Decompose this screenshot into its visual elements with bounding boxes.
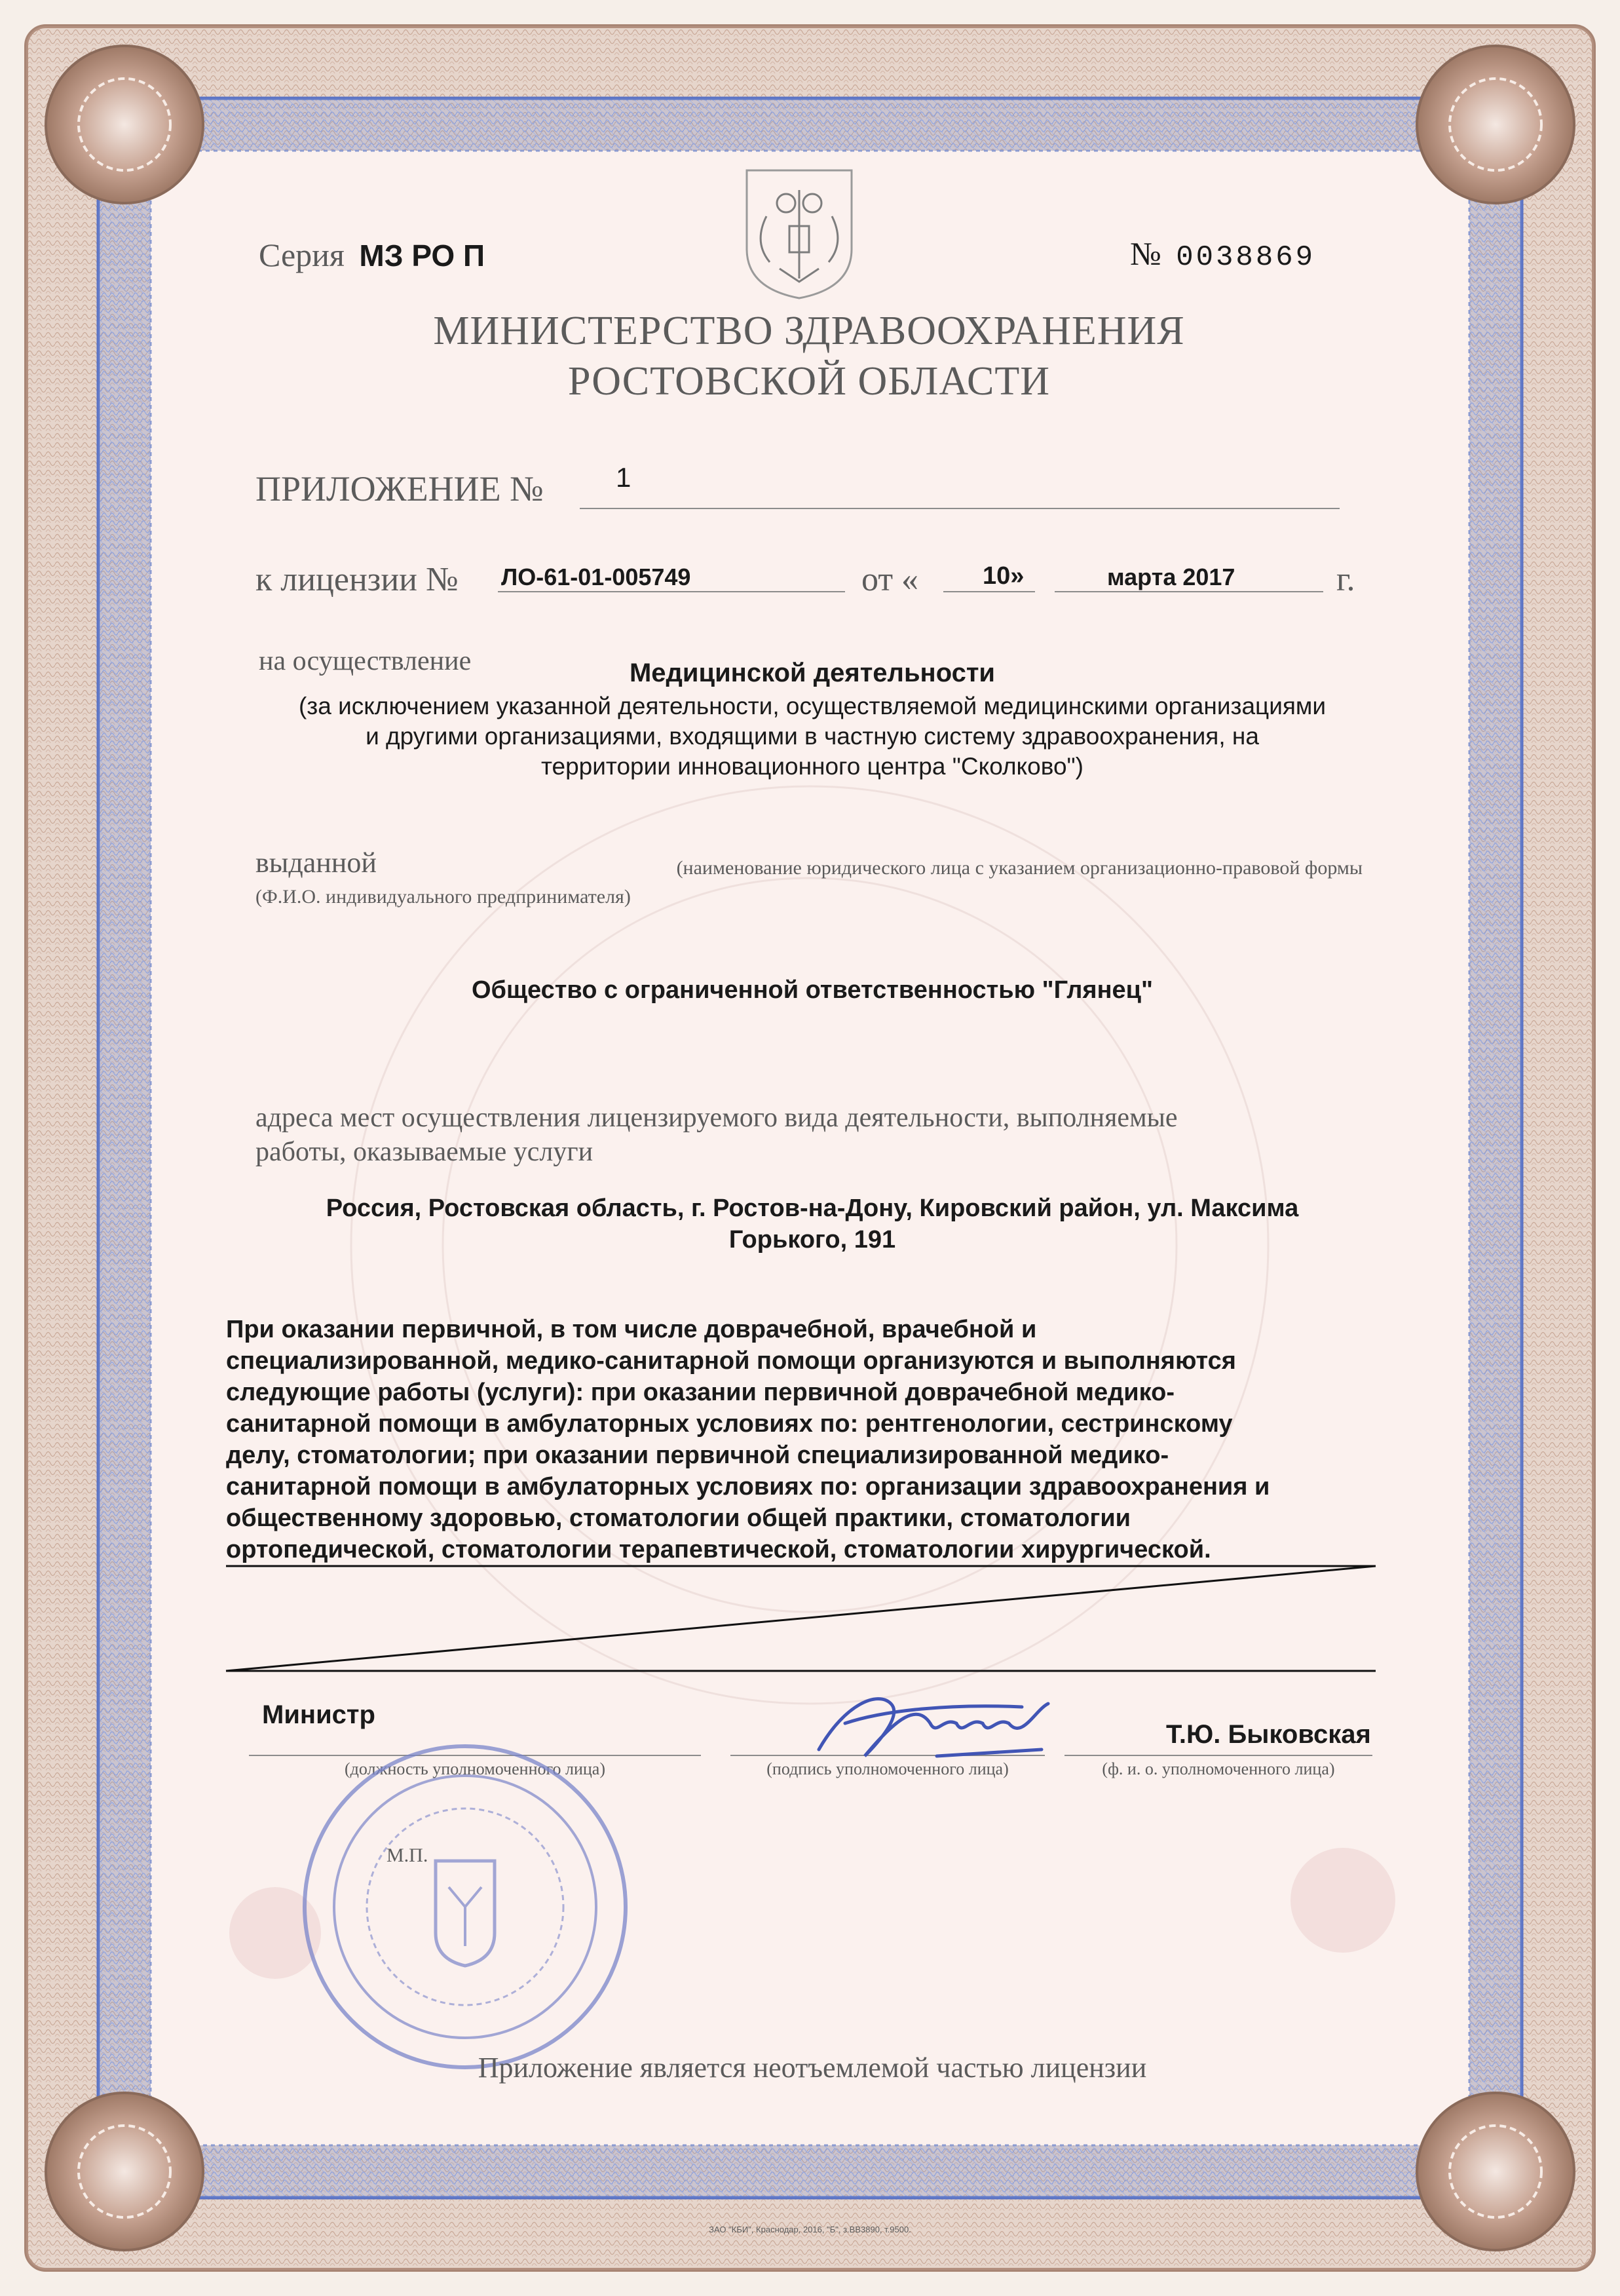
services-line: общественному здоровью, стоматологии общей практики, стоматологии	[226, 1504, 1131, 1532]
license-number: ЛО-61-01-005749	[501, 564, 691, 590]
services-line: следующие работы (услуги): при оказании первичной доврачебной медико-	[226, 1379, 1175, 1406]
footer-note: Приложение является неотъемлемой частью лицензии	[478, 2052, 1147, 2084]
appendix-number: 1	[616, 462, 631, 493]
services-line: При оказании первичной, в том числе доврачебной, врачебной и	[226, 1316, 1037, 1343]
services-line: санитарной помощи в амбулаторных условиях по: рентгенологии, сестринскому	[226, 1410, 1233, 1438]
issued-label: выданной	[255, 847, 377, 879]
ministry-line-1: МИНИСТЕРСТВО ЗДРАВООХРАНЕНИЯ	[433, 309, 1185, 353]
signature-hint: (подпись уполномоченного лица)	[766, 1759, 1009, 1778]
address-line: Россия, Ростовская область, г. Ростов-на-Дону, Кировский район, ул. Максима	[326, 1195, 1299, 1222]
number-label: №	[1130, 235, 1161, 272]
address-line: Горького, 191	[728, 1226, 896, 1253]
services-line: делу, стоматологии; при оказании первичной специализированной медико-	[226, 1442, 1169, 1469]
license-year-suffix: г.	[1336, 561, 1355, 598]
appendix-label: ПРИЛОЖЕНИЕ №	[255, 469, 544, 508]
activity-line: территории инновационного центра "Сколково")	[540, 753, 1084, 780]
signatory-name: Т.Ю. Быковская	[1166, 1720, 1371, 1749]
series-label: Серия	[259, 237, 345, 273]
signatory-position: Министр	[262, 1700, 375, 1729]
license-day: 10»	[983, 562, 1025, 590]
services-line: ортопедической, стоматологии терапевтической, стоматологии хирургической.	[226, 1536, 1211, 1563]
issued-hint-line-1: (наименование юридического лица с указанием организационно-правовой формы	[676, 857, 1363, 879]
number-value: 0038869	[1176, 241, 1316, 274]
license-from-label: от «	[861, 561, 919, 598]
activity-label: на осуществление	[259, 646, 472, 676]
activity-line: и другими организациями, входящими в частную систему здравоохранения, на	[366, 723, 1259, 750]
name-hint: (ф. и. о. уполномоченного лица)	[1102, 1759, 1335, 1778]
series-value: МЗ РО П	[359, 239, 485, 273]
official-seal-icon	[295, 1736, 635, 2077]
activity-line: (за исключением указанной деятельности, осуществляемой медицинскими организациями	[298, 693, 1327, 719]
addresses-label-line-2: работы, оказываемые услуги	[255, 1137, 593, 1167]
printer-info: ЗАО "КБИ", Краснодар, 2016, "Б", з.ВВ3890, т.9500.	[709, 2225, 911, 2234]
license-label: к лицензии №	[255, 561, 459, 598]
position-hint: (должность уполномоченного лица)	[344, 1759, 605, 1778]
services-line: специализированной, медико-санитарной помощи организуются и выполняются	[226, 1347, 1236, 1375]
activity-title: Медицинской деятельности	[629, 659, 996, 687]
seal-place: М.П.	[386, 1845, 428, 1866]
license-month-year: марта 2017	[1107, 564, 1235, 590]
addresses-label-line-1: адреса мест осуществления лицензируемого вида деятельности, выполняемые	[255, 1103, 1178, 1133]
issued-hint-line-2: (Ф.И.О. индивидуального предпринимателя)	[255, 886, 631, 908]
organization-name: Общество с ограниченной ответственностью "Глянец"	[471, 976, 1154, 1004]
ministry-line-2: РОСТОВСКОЙ ОБЛАСТИ	[567, 359, 1051, 404]
services-line: санитарной помощи в амбулаторных условиях по: организации здравоохранения и	[226, 1473, 1270, 1501]
